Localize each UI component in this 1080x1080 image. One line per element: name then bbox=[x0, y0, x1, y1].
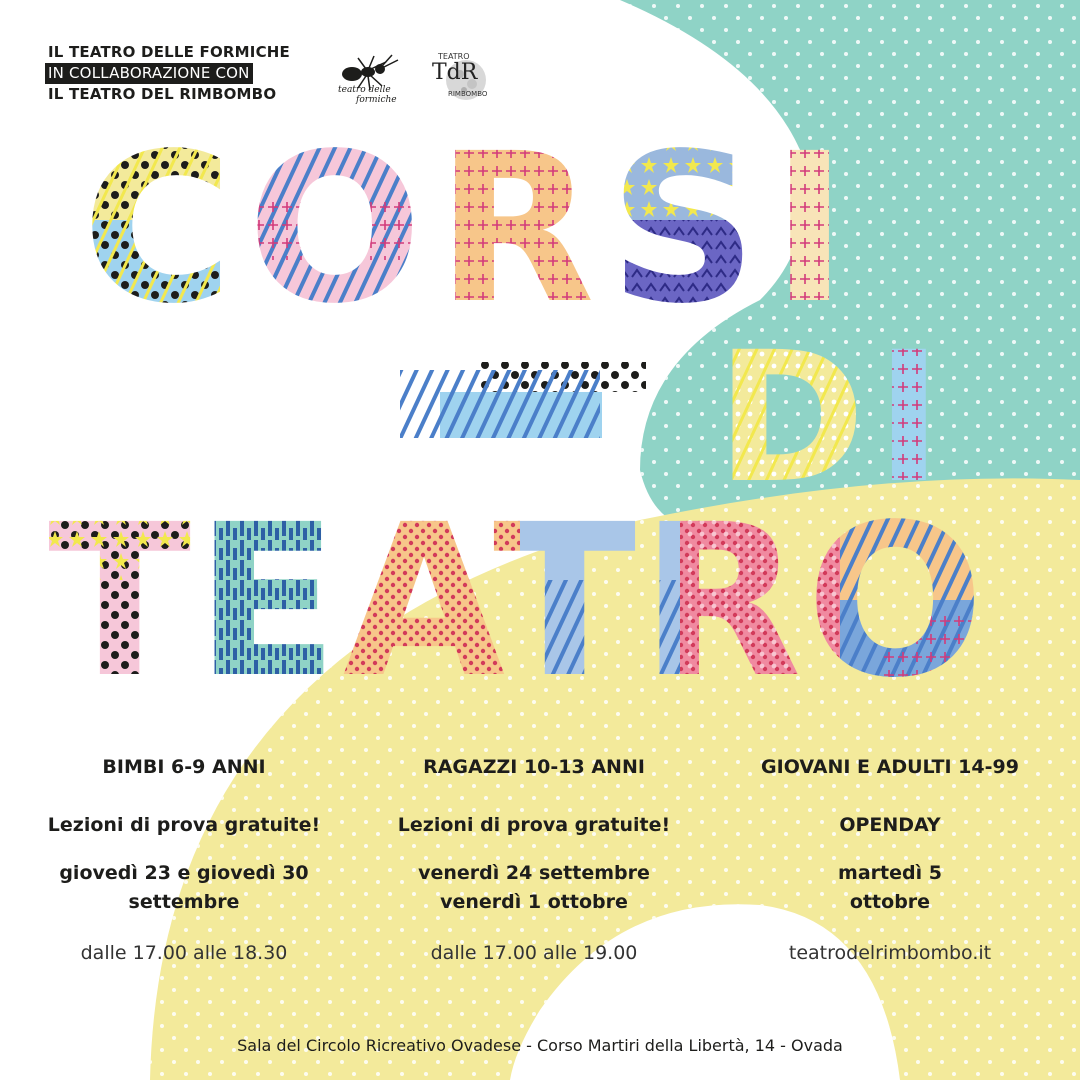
title-letter bbox=[609, 118, 771, 324]
course-dates bbox=[730, 859, 1050, 917]
title-letter bbox=[716, 310, 875, 490]
title-letter bbox=[771, 118, 862, 324]
title-letter bbox=[509, 498, 656, 708]
website-link[interactable]: teatrodelrimbombo.it bbox=[788, 942, 992, 964]
title-letter bbox=[343, 498, 510, 708]
course-dates-line-1: giovedì 23 e giovedì 30 bbox=[59, 862, 309, 884]
course-time: dalle 17.00 alle 19.00 bbox=[430, 942, 638, 964]
course-dates bbox=[374, 859, 694, 917]
course-dates-line-1: martedì 5 bbox=[838, 862, 942, 884]
course-heading: RAGAZZI 10-13 ANNI bbox=[423, 756, 645, 778]
course-dates-line-2: venerdì 1 ottobre bbox=[440, 891, 628, 913]
title-letter bbox=[247, 118, 436, 324]
title-letter bbox=[82, 118, 247, 324]
course-time: dalle 17.00 alle 18.30 bbox=[80, 942, 288, 964]
title-letter bbox=[656, 498, 822, 708]
header-credits bbox=[48, 42, 290, 105]
header-line-1: IL TEATRO DELLE FORMICHE bbox=[48, 43, 290, 61]
course-adults bbox=[730, 755, 1050, 965]
rimbombo-logo-top: TEATRO bbox=[438, 52, 470, 61]
header-line-3: IL TEATRO DEL RIMBOMBO bbox=[48, 85, 277, 103]
rimbombo-logo-bottom: RIMBOMBO bbox=[448, 90, 488, 98]
course-heading: BIMBI 6-9 ANNI bbox=[102, 756, 266, 778]
formiche-logo-caption-2: formiche bbox=[356, 95, 397, 105]
title-dash-art bbox=[398, 362, 646, 438]
title-word-corsi bbox=[82, 118, 862, 324]
course-kids bbox=[24, 755, 344, 965]
formiche-logo-caption-1: teatro delle bbox=[338, 85, 391, 95]
rimbombo-logo-letters: TdR bbox=[432, 60, 478, 85]
venue-address: Sala del Circolo Ricreativo Ovadese - Corso Martiri della Libertà, 14 - Ovada bbox=[237, 1036, 843, 1055]
title-letter bbox=[822, 498, 1005, 708]
title-letter bbox=[48, 498, 195, 708]
course-dates bbox=[24, 859, 344, 917]
course-subheading: OPENDAY bbox=[839, 814, 941, 836]
course-dates-line-2: ottobre bbox=[849, 891, 931, 913]
title-word-teatro bbox=[48, 498, 1005, 708]
title-letter bbox=[195, 498, 342, 708]
title-letter bbox=[436, 118, 609, 324]
course-heading: GIOVANI E ADULTI 14-99 bbox=[761, 756, 1019, 778]
course-dates-line-2: settembre bbox=[128, 891, 240, 913]
course-subheading: Lezioni di prova gratuite! bbox=[397, 814, 671, 836]
title-word-di bbox=[716, 310, 952, 490]
header-line-2: IN COLLABORAZIONE CON bbox=[45, 63, 253, 84]
course-teens bbox=[374, 755, 694, 965]
course-dates-line-1: venerdì 24 settembre bbox=[418, 862, 650, 884]
course-subheading: Lezioni di prova gratuite! bbox=[47, 814, 321, 836]
title-letter bbox=[875, 310, 952, 490]
